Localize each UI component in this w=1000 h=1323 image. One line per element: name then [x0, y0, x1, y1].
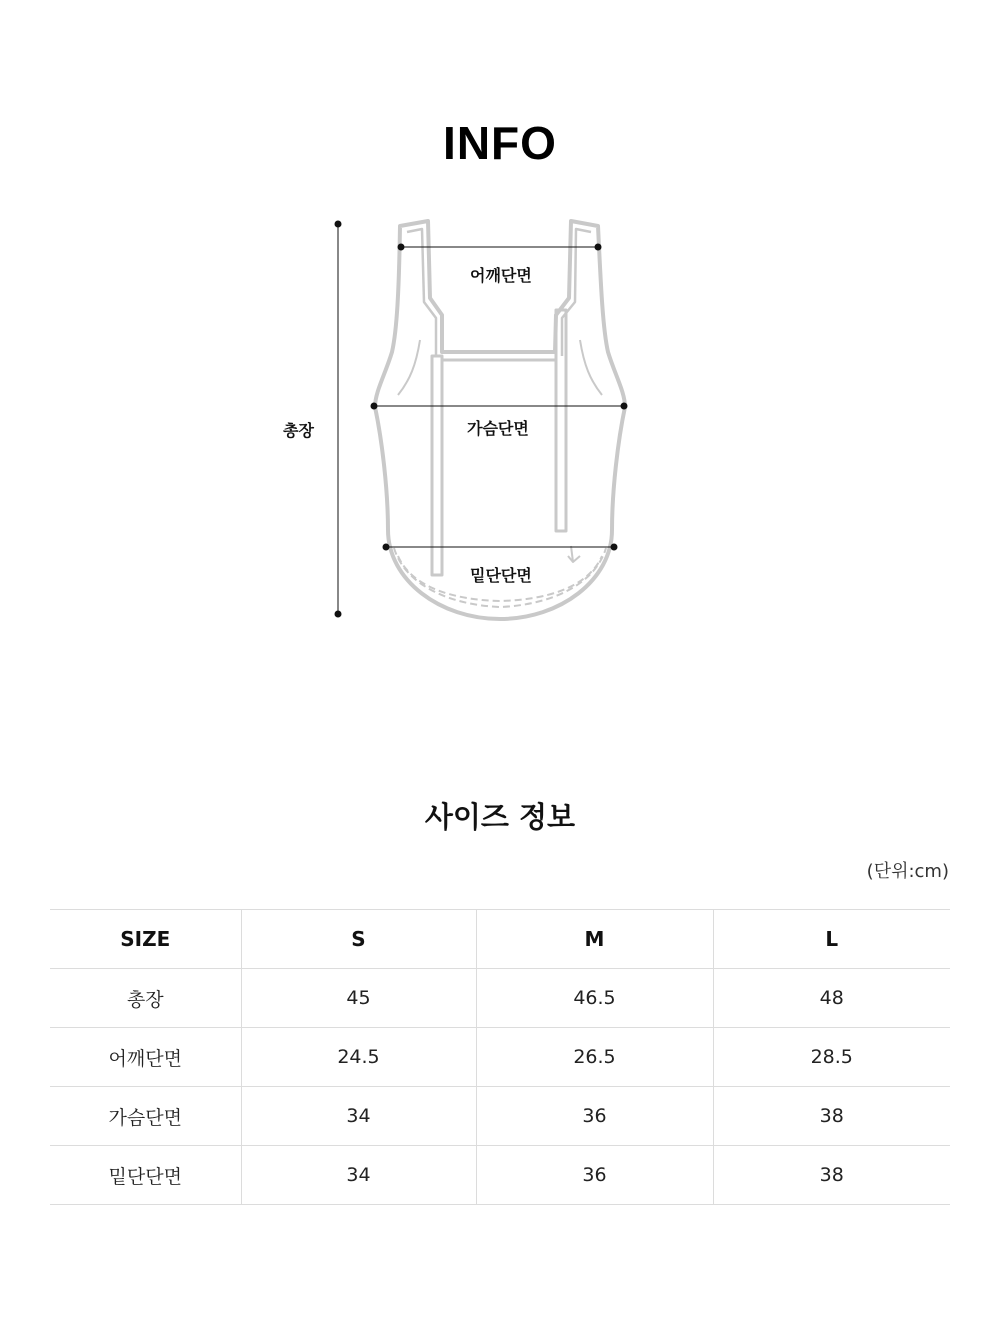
chest-measure	[371, 403, 628, 410]
cell: 24.5	[241, 1028, 476, 1087]
cell: 34	[241, 1146, 476, 1205]
page-title: INFO	[443, 117, 557, 169]
row-label: 가슴단면	[50, 1087, 241, 1146]
table-row	[50, 969, 950, 1028]
cell: 28.5	[713, 1028, 950, 1087]
hem-label: 밑단단면	[470, 566, 532, 585]
size-table	[50, 909, 950, 1205]
cell: 48	[713, 969, 950, 1028]
cell: 34	[241, 1087, 476, 1146]
size-info-title: 사이즈 정보	[424, 800, 576, 834]
unit-label: (단위:cm)	[866, 861, 949, 882]
row-label: 어깨단면	[50, 1028, 241, 1087]
cell: 38	[713, 1087, 950, 1146]
table-row	[50, 1146, 950, 1205]
chest-label: 가슴단면	[467, 419, 529, 438]
table-header-row	[50, 910, 950, 969]
header-size: SIZE	[50, 910, 241, 969]
header-s: S	[241, 910, 476, 969]
total-length-label: 총장	[283, 421, 314, 440]
cell: 46.5	[476, 969, 713, 1028]
cell: 38	[713, 1146, 950, 1205]
row-label: 총장	[50, 969, 241, 1028]
cell: 26.5	[476, 1028, 713, 1087]
table-row	[50, 1028, 950, 1087]
cell: 36	[476, 1087, 713, 1146]
header-m: M	[476, 910, 713, 969]
cell: 36	[476, 1146, 713, 1205]
hem-measure	[383, 544, 618, 551]
total-length-measure	[335, 221, 342, 618]
header-l: L	[713, 910, 950, 969]
shoulder-label: 어깨단면	[470, 266, 532, 285]
row-label: 밑단단면	[50, 1146, 241, 1205]
cell: 45	[241, 969, 476, 1028]
table-row	[50, 1087, 950, 1146]
